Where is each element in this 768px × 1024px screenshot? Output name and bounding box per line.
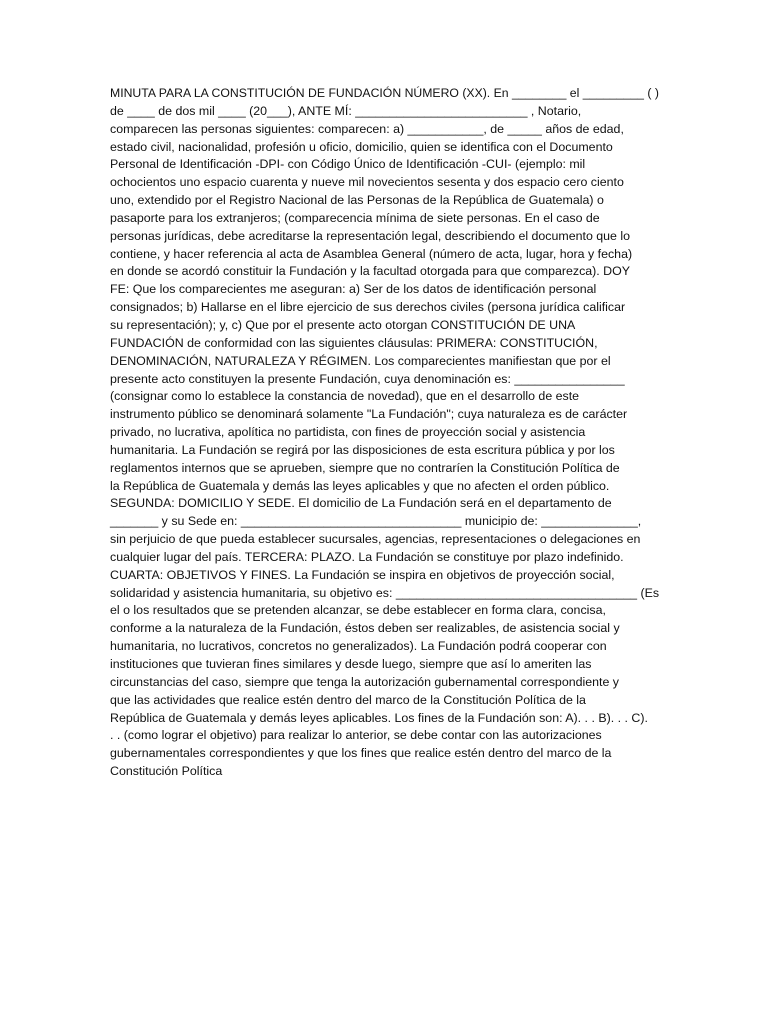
text-line: estado civil, nacionalidad, profesión u oficio, domicilio, quien se identifica con el Documento — [110, 139, 613, 154]
text-line: gubernamentales correspondientes y que los fines que realice estén dentro del marco de la — [110, 746, 612, 761]
text-line: _______ y su Sede en: ________________________________ municipio de: ______________, — [110, 514, 642, 529]
text-line: comparecen las personas siguientes: comparecen: a) ___________, de _____ años de edad, — [110, 121, 624, 136]
text-line: CUARTA: OBJETIVOS Y FINES. La Fundación se inspira en objetivos de proyección social, — [110, 567, 615, 582]
text-line: privado, no lucrativa, apolítica no partidista, con fines de proyección social y asistencia — [110, 425, 586, 440]
text-line: instituciones que tuvieran fines similares y desde luego, siempre que así lo ameriten las — [110, 657, 592, 671]
text-line: SEGUNDA: DOMICILIO Y SEDE. El domicilio de La Fundación será en el departamento de — [110, 496, 612, 511]
text-line: personas jurídicas, debe acreditarse la representación legal, describiendo el documento que lo — [110, 228, 631, 243]
text-line: cualquier lugar del país. TERCERA: PLAZO. La Fundación se constituye por plazo indefinido. — [110, 549, 624, 564]
text-line: uno, extendido por el Registro Nacional de las Personas de la República de Guatemala) o — [110, 193, 604, 208]
text-line: su representación); y, c) Que por el presente acto otorgan CONSTITUCIÓN DE UNA — [110, 317, 576, 332]
text-line: ochocientos uno espacio cuarenta y nueve mil novecientos sesenta y dos espacio cero ciento — [110, 175, 624, 190]
text-line: la República de Guatemala y demás las leyes aplicables y que no afecten el orden público. — [110, 478, 610, 493]
text-line: FUNDACIÓN de conformidad con las siguientes cláusulas: PRIMERA: CONSTITUCIÓN, — [110, 335, 598, 350]
text-line: (consignar como lo establece la constancia de novedad), que en el desarrollo de este — [110, 389, 580, 404]
text-line: República de Guatemala y demás leyes aplicables. Los fines de la Fundación son: A). . . B). . . C). — [110, 710, 648, 725]
text-line: solidaridad y asistencia humanitaria, su objetivo es: ___________________________________ (Es — [110, 585, 660, 600]
text-line: en donde se acordó constituir la Fundación y la facultad otorgada para que comparezca). DOY — [110, 264, 631, 279]
text-line: de ____ de dos mil ____ (20___), ANTE MÍ: _________________________ , Notario, — [110, 103, 582, 118]
text-line: consignados; b) Hallarse en el libre ejercicio de sus derechos civiles (persona jurídica calificar — [110, 300, 626, 315]
document-body — [110, 85, 659, 781]
text-line: conforme a la naturaleza de la Fundación, éstos deben ser realizables, de asistencia social y — [110, 621, 620, 636]
text-line: sin perjuicio de que pueda establecer sucursales, agencias, representaciones o delegaciones en — [110, 532, 641, 547]
text-line: humanitaria. La Fundación se regirá por las disposiciones de esta escritura pública y por los — [110, 442, 615, 457]
text-line: . . (como lograr el objetivo) para realizar lo anterior, se debe contar con las autorizaciones — [110, 728, 602, 743]
text-line: FE: Que los comparecientes me aseguran: a) Ser de los datos de identificación personal — [110, 282, 597, 297]
text-line: pasaporte para los extranjeros; (comparecencia mínima de siete personas. En el caso de — [110, 210, 600, 225]
text-line: contiene, y hacer referencia al acta de Asamblea General (número de acta, lugar, hora y fecha) — [110, 246, 633, 261]
text-line: reglamentos internos que se aprueben, siempre que no contraríen la Constitución Política de — [110, 460, 620, 475]
text-line: el o los resultados que se pretenden alcanzar, se debe establecer en forma clara, concisa, — [110, 603, 606, 618]
text-line: Constitución Política — [110, 764, 223, 779]
text-line: Personal de Identificación -DPI- con Código Único de Identificación -CUI- (ejemplo: mil — [110, 157, 586, 172]
text-line: DENOMINACIÓN, NATURALEZA Y RÉGIMEN. Los comparecientes manifiestan que por el — [110, 353, 611, 368]
text-line: que las actividades que realice estén dentro del marco de la Constitución Política de la — [110, 692, 586, 707]
text-line: MINUTA PARA LA CONSTITUCIÓN DE FUNDACIÓN NÚMERO (XX). En ________ el _________ ( ) — [110, 86, 659, 100]
text-line: circunstancias del caso, siempre que tenga la autorización gubernamental correspondiente y — [110, 674, 620, 689]
text-line: instrumento público se denominará solamente "La Fundación"; cuya naturaleza es de carácter — [110, 407, 628, 422]
text-line: presente acto constituyen la presente Fundación, cuya denominación es: ________________ — [110, 371, 625, 386]
text-line: humanitaria, no lucrativos, concretos no generalizados). La Fundación podrá cooperar con — [110, 639, 607, 654]
